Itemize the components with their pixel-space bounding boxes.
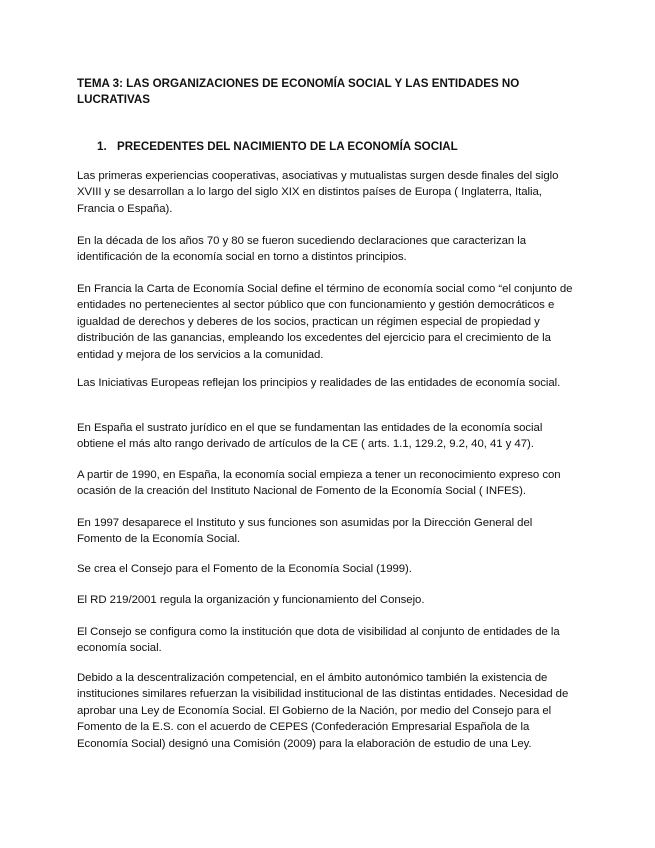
paragraph-3: En Francia la Carta de Economía Social define el término de economía social como “el conjunto de entidades no pertenecientes al sector público que con funcionamiento y gestión democráticos e igualdad de derechos y deberes de los socios, practican un régimen especial de propiedad y distribución de las ganancias, empleando los excedentes del ejercicio para el crecimiento de la entidad y mejora de los servicios a la comunidad. bbox=[77, 283, 573, 361]
document-title: TEMA 3: LAS ORGANIZACIONES DE ECONOMÍA SOCIAL Y LAS ENTIDADES NO LUCRATIVAS bbox=[77, 77, 520, 106]
paragraph-1: Las primeras experiencias cooperativas, asociativas y mutualistas surgen desde finales del siglo XVIII y se desarrollan a lo largo del siglo XIX en distintos países de Europa ( Inglaterra, Italia, Francia o España). bbox=[77, 170, 559, 215]
paragraph-4: Las Iniciativas Europeas reflejan los principios y realidades de las entidades de economía social. bbox=[77, 377, 561, 389]
section-heading-text: PRECEDENTES DEL NACIMIENTO DE LA ECONOMÍA SOCIAL bbox=[117, 140, 458, 153]
paragraph-11: Debido a la descentralización competencial, en el ámbito autonómico también la existencia de instituciones similares refuerzan la visibilidad institucional de las distintas entidades. Necesidad de aprobar una Ley de Economía Social. El Gobierno de la Nación, por medio del Consejo para el Fomento de la E.S. con el acuerdo de CEPES (Confederación Empresarial Española de la Economía Social) designó una Comisión (2009) para la elaboración de estudio de una Ley. bbox=[77, 672, 569, 750]
section-heading bbox=[97, 139, 577, 155]
paragraph-6: A partir de 1990, en España, la economía social empieza a tener un reconocimiento expreso con ocasión de la creación del Instituto Nacional de Fomento de la Economía Social ( INFES). bbox=[77, 469, 561, 498]
paragraph-8: Se crea el Consejo para el Fomento de la Economía Social (1999). bbox=[77, 563, 412, 575]
section-number: 1. bbox=[97, 140, 107, 153]
paragraph-2: En la década de los años 70 y 80 se fueron sucediendo declaraciones que caracterizan la identificación de la economía social en torno a distintos principios. bbox=[77, 235, 527, 264]
paragraph-9: El RD 219/2001 regula la organización y funcionamiento del Consejo. bbox=[77, 594, 425, 606]
paragraph-7: En 1997 desaparece el Instituto y sus funciones son asumidas por la Dirección General del Fomento de la Economía Social. bbox=[77, 517, 533, 546]
paragraph-5: En España el sustrato jurídico en el que se fundamentan las entidades de la economía social obtiene el más alto rango derivado de artículos de la CE ( arts. 1.1, 129.2, 9.2, 40, 41 y 47). bbox=[77, 422, 543, 451]
paragraph-10: El Consejo se configura como la institución que dota de visibilidad al conjunto de entidades de la economía social. bbox=[77, 626, 560, 655]
